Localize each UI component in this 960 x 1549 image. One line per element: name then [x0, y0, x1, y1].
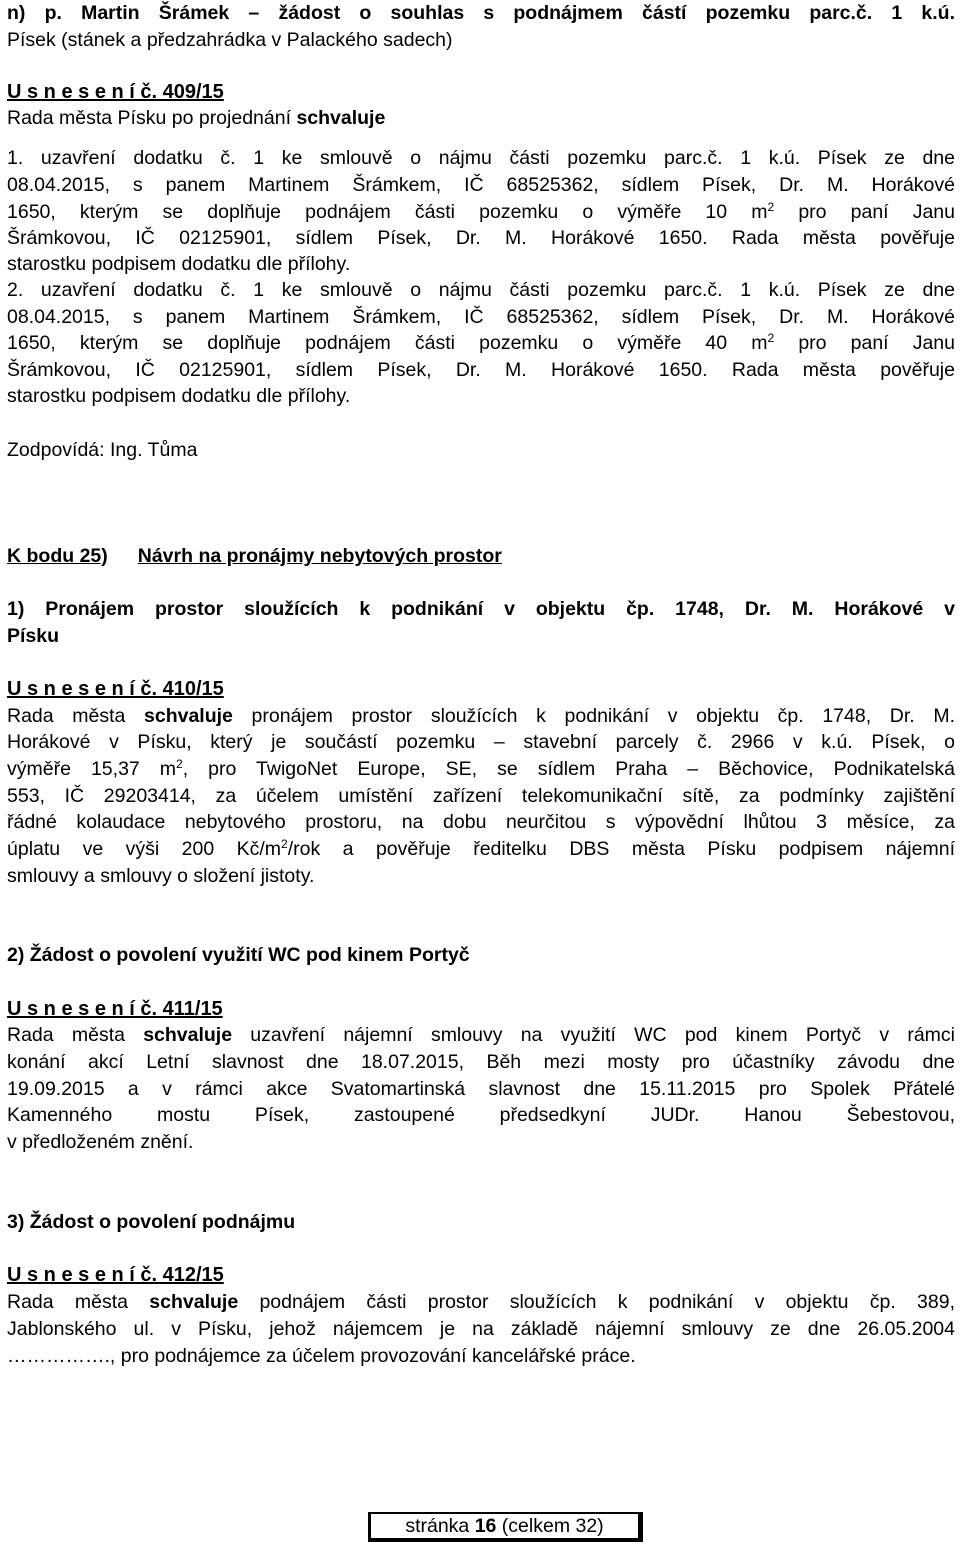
- section-1-line-6: úplatu ve výši 200 $Kč/m^2$/rok a pověřuje ředitelku DBS města Písku podpisem nájemní: [7, 837, 955, 860]
- section-1-line-4: 553, IČ 29203414, za účelem umístění zařízení telekomunikační sítě, za podmínky zajištění: [7, 785, 955, 807]
- section-1-heading-line-2: Písku: [7, 625, 60, 647]
- section-1-line-2: Horákové v Písku, který je součástí pozemku – stavební parcely č. 2966 v k.ú. Písek, o: [7, 731, 955, 753]
- clause-2-line-2: 08.04.2015, s panem Martinem Šrámkem, IČ 68525362, sídlem Písek, Dr. M. Horákové: [7, 306, 955, 328]
- page-footer: stránka 16 (celkem 32): [368, 1512, 643, 1542]
- section-2-line-2: konání akcí Letní slavnost dne 18.07.2015, Běh mezi mosty pro účastníky závodu dne: [7, 1051, 955, 1073]
- responsible-person: Zodpovídá: Ing. Tůma: [7, 439, 198, 461]
- clause-2-line-5: starostku podpisem dodatku dle přílohy.: [7, 385, 351, 407]
- point-heading: [7, 544, 955, 568]
- point-title: Návrh na pronájmy nebytových prostor: [137, 545, 502, 567]
- point-label: K bodu 25): [7, 545, 108, 567]
- section-1-line-1: Rada města schvaluje pronájem prostor sloužících k podnikání v objektu čp. 1748, Dr. M.: [7, 705, 955, 727]
- clause-1-line-3: 1650, kterým se doplňuje podnájem části pozemku o výměře 10 $m^2$ pro paní Janu: [7, 200, 955, 223]
- section-1-line-5: řádné kolaudace nebytového prostoru, na dobu neurčitou s výpovědní lhůtou 3 měsíce, za: [7, 811, 955, 833]
- clause-2-line-4: Šrámkovou, IČ 02125901, sídlem Písek, Dr. M. Horákové 1650. Rada města pověřuje: [7, 359, 955, 381]
- item-heading-line-1: n) p. Martin Šrámek – žádost o souhlas s podnájmem částí pozemku parc.č. 1 k.ú.: [7, 2, 955, 24]
- section-2-line-5: v předloženém znění.: [7, 1131, 194, 1153]
- clause-1-line-2: 08.04.2015, s panem Martinem Šrámkem, IČ 68525362, sídlem Písek, Dr. M. Horákové: [7, 174, 955, 196]
- section-2-heading: 2) Žádost o povolení využití WC pod kinem Portyč: [7, 944, 470, 966]
- resolution-label: U s n e s e n í č. 411/15: [7, 998, 223, 1020]
- clause-1-line-4: Šrámkovou, IČ 02125901, sídlem Písek, Dr. M. Horákové 1650. Rada města pověřuje: [7, 227, 955, 249]
- clause-2-line-3: 1650, kterým se doplňuje podnájem části pozemku o výměře 40 $m^2$ pro paní Janu: [7, 331, 955, 354]
- resolution-intro: Rada města Písku po projednání schvaluje: [7, 107, 386, 129]
- clause-1-line-5: starostku podpisem dodatku dle přílohy.: [7, 253, 351, 275]
- resolution-label: U s n e s e n í č. 409/15: [7, 81, 224, 103]
- resolution-label: U s n e s e n í č. 412/15: [7, 1264, 224, 1286]
- section-1-line-3: výměře 15,37 $m^2$, pro TwigoNet Europe, SE, se sídlem Praha – Běchovice, Podnikatelská: [7, 757, 955, 780]
- clause-1-line-1: 1. uzavření dodatku č. 1 ke smlouvě o nájmu části pozemku parc.č. 1 k.ú. Písek ze dne: [7, 147, 955, 169]
- page-number: 16: [474, 1515, 497, 1537]
- resolution-label: U s n e s e n í č. 410/15: [7, 678, 224, 700]
- section-3-line-1: Rada města schvaluje podnájem části prostor sloužících k podnikání v objektu čp. 389,: [7, 1291, 955, 1313]
- section-3-line-3: ……………., pro podnájemce za účelem provozování kancelářské práce.: [7, 1345, 636, 1367]
- section-2-line-4: Kamenného mostu Písek, zastoupené předsedkyní JUDr. Hanou Šebestovou,: [7, 1104, 955, 1126]
- section-1-line-7: smlouvy a smlouvy o složení jistoty.: [7, 865, 315, 887]
- item-heading-line-2: Písek (stánek a předzahrádka v Palackého sadech): [7, 29, 453, 51]
- section-2-line-1: Rada města schvaluje uzavření nájemní smlouvy na využití WC pod kinem Portyč v rámci: [7, 1024, 955, 1046]
- section-1-heading-line-1: 1) Pronájem prostor sloužících k podnikání v objektu čp. 1748, Dr. M. Horákové v: [7, 598, 955, 620]
- section-3-line-2: Jablonského ul. v Písku, jehož nájemcem je na základě nájemní smlouvy ze dne 26.05.2004: [7, 1318, 955, 1340]
- section-3-heading: 3) Žádost o povolení podnájmu: [7, 1211, 296, 1233]
- section-2-line-3: 19.09.2015 a v rámci akce Svatomartinská slavnost dne 15.11.2015 pro Spolek Přátelé: [7, 1078, 955, 1100]
- clause-2-line-1: 2. uzavření dodatku č. 1 ke smlouvě o nájmu části pozemku parc.č. 1 k.ú. Písek ze dne: [7, 279, 955, 301]
